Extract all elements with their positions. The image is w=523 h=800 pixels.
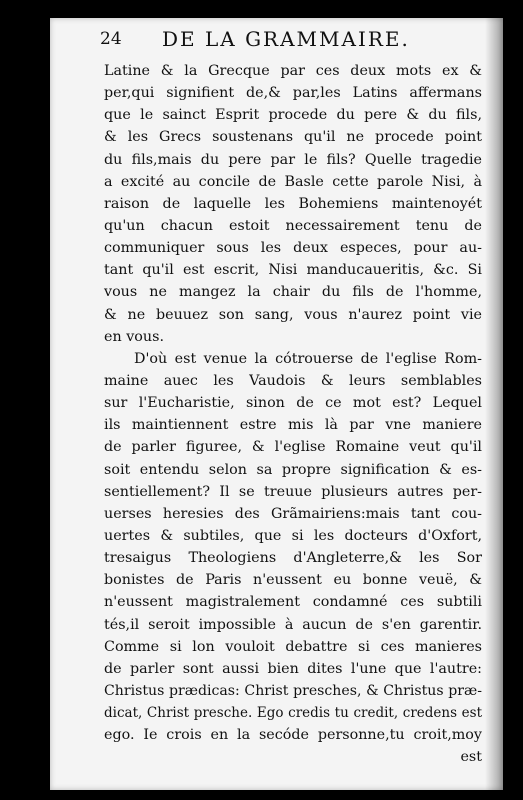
text-line: Christus prædicas: Christ presches, & Christus præ-: [104, 682, 482, 699]
text-line: qu'un chacun estoit necessairement tenu de: [104, 217, 482, 234]
text-line: D'où est venue la cótrouerse de l'eglise Rom-: [134, 350, 482, 367]
page-number: 24: [100, 29, 122, 49]
text-line: de parler sont aussi bien dites l'une que l'autre:: [104, 660, 482, 677]
text-line: n'eussent magistralement condamné ces subtili: [104, 594, 482, 611]
text-line: sentiellement? Il se treuue plusieurs autres per-: [104, 483, 482, 500]
text-line: tant qu'il est escrit, Nisi manducaueritis, &c. Si: [104, 262, 482, 279]
text-line: a excité au concile de Basle cette parole Nisi, à: [104, 173, 482, 190]
text-line: uerses heresies des Grãmairiens:mais tant cou-: [104, 505, 482, 522]
text-line: ils maintiennent estre mis là par vne maniere: [104, 417, 482, 434]
text-line: per,qui signifient de,& par,les Latins affermans: [104, 85, 482, 102]
text-line: sur l'Eucharistie, sinon de ce mot est? Lequel: [104, 395, 482, 412]
text-line: vous ne mangez la chair du fils de l'homme,: [104, 284, 482, 301]
text-line: uertes & subtiles, que si les docteurs d'Oxfort,: [104, 527, 482, 544]
text-line: tés,il seroit impossible à aucun de s'en garentir.: [104, 616, 482, 633]
page-header: [100, 25, 480, 55]
text-line: en vous.: [104, 328, 164, 345]
text-line: raison de laquelle les Bohemiens maintenoyét: [104, 195, 482, 212]
text-line: maine auec les Vaudois & leurs semblables: [104, 372, 482, 389]
text-line: Comme si lon vouloit debattre si ces manieres: [104, 638, 482, 655]
text-line: soit entendu selon sa propre signification & es-: [104, 461, 482, 478]
text-line: de parler figuree, & l'eglise Romaine veut qu'il: [104, 439, 482, 456]
text-line: & ne beuuez son sang, vous n'aurez point vie: [104, 306, 482, 323]
text-line: ego. Ie crois en la secóde personne,tu croit,moy: [104, 727, 482, 744]
page-gutter-shadow: [485, 18, 503, 790]
text-line: & les Grecs soustenans qu'il ne procede point: [104, 129, 482, 146]
body-text: [104, 60, 482, 769]
running-title: DE LA GRAMMAIRE.: [162, 27, 410, 51]
text-line: Latine & la Grecque par ces deux mots ex &: [104, 63, 482, 79]
text-line: tresaigus Theologiens d'Angleterre,& les Sor: [104, 550, 482, 567]
text-line: du fils,mais du pere par le fils? Quelle tragedie: [104, 151, 482, 168]
text-line: bonistes de Paris n'eussent eu bonne veuë, &: [104, 572, 482, 589]
catchword: est: [460, 749, 482, 766]
text-line: que le sainct Esprit procede du pere & du fils,: [104, 107, 482, 124]
text-line: dicat, Christ presche. Ego credis tu credit, credens est: [104, 705, 482, 722]
text-line: communiquer sous les deux especes, pour au-: [104, 240, 482, 257]
